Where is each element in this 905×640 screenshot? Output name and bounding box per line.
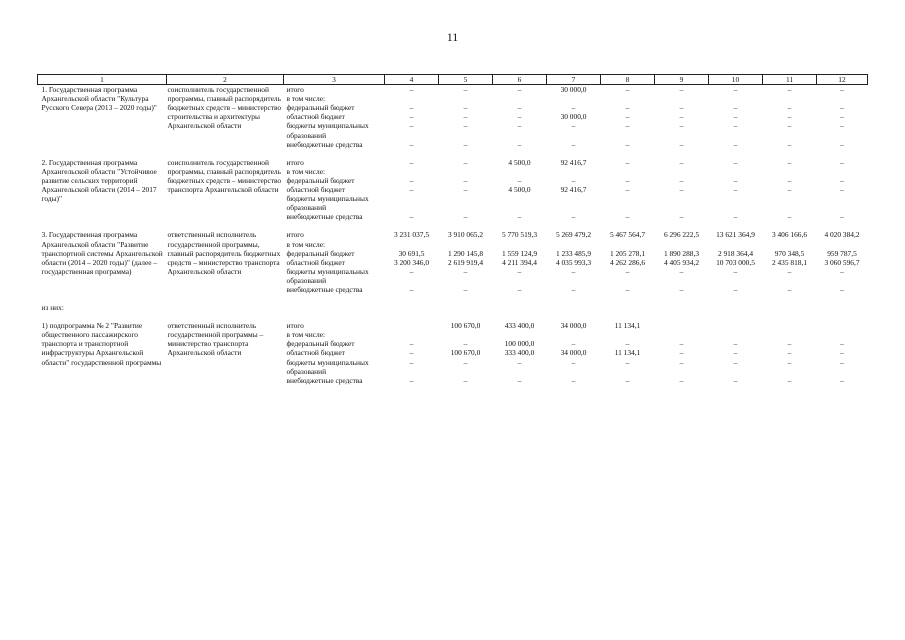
value-cell: – bbox=[679, 357, 684, 367]
value-cell: – bbox=[625, 266, 630, 276]
value-cell bbox=[439, 94, 493, 103]
value-cell: – bbox=[840, 121, 844, 131]
value-cell: – bbox=[409, 185, 414, 195]
row-label: федеральный бюджет bbox=[286, 175, 355, 185]
value-cell: – bbox=[517, 375, 522, 385]
row-label: внебюджетные средства bbox=[286, 139, 363, 149]
value-cell: 3 200 346,0 bbox=[393, 257, 430, 267]
value-cell: – bbox=[463, 121, 468, 131]
row-label: областной бюджет bbox=[286, 257, 345, 267]
value-cell: – bbox=[787, 348, 792, 358]
value-cell: – bbox=[409, 284, 414, 294]
value-cell: – bbox=[840, 375, 844, 385]
value-cell: 1 559 124,9 bbox=[501, 248, 538, 258]
table-row bbox=[38, 321, 868, 330]
value-cell: – bbox=[625, 185, 630, 195]
row-label: бюджеты муниципальных образований bbox=[286, 194, 369, 213]
value-cell: 100 000,0 bbox=[504, 339, 535, 349]
table-row bbox=[38, 85, 868, 95]
value-cell bbox=[763, 321, 817, 330]
block-1-executor: соисполнитель государственной программы, главный распорядитель бюджетных средств – министерство строительства и архитектуры Архангельской области bbox=[167, 85, 282, 131]
value-cell bbox=[655, 94, 709, 103]
value-cell: – bbox=[733, 348, 738, 358]
value-cell: – bbox=[733, 375, 738, 385]
value-cell bbox=[385, 240, 439, 249]
value-cell: 5 770 519,3 bbox=[501, 230, 538, 240]
value-cell: – bbox=[733, 103, 738, 113]
value-cell: – bbox=[625, 157, 630, 167]
value-cell: – bbox=[409, 103, 414, 113]
value-cell bbox=[655, 321, 709, 330]
value-cell: 4 405 934,2 bbox=[663, 257, 700, 267]
value-cell: – bbox=[733, 121, 738, 131]
value-cell: – bbox=[679, 284, 684, 294]
row-label: в том числе: bbox=[286, 94, 326, 104]
value-cell bbox=[709, 321, 763, 330]
value-cell: – bbox=[787, 185, 792, 195]
value-cell: 11 134,1 bbox=[614, 348, 641, 358]
value-cell: – bbox=[571, 175, 576, 185]
value-cell: – bbox=[787, 112, 792, 122]
row-label: в том числе: bbox=[286, 239, 326, 249]
value-cell: – bbox=[787, 85, 792, 95]
value-cell: – bbox=[733, 266, 738, 276]
value-cell bbox=[547, 194, 601, 212]
value-cell: – bbox=[571, 339, 576, 349]
value-cell bbox=[439, 167, 493, 176]
value-cell bbox=[709, 194, 763, 212]
column-number-11: 11 bbox=[763, 75, 817, 85]
value-cell: 30 000,0 bbox=[560, 85, 587, 95]
value-cell: – bbox=[840, 357, 844, 367]
table-row bbox=[38, 158, 868, 167]
row-label: федеральный бюджет bbox=[286, 103, 355, 113]
value-cell: 30 000,0 bbox=[560, 112, 587, 122]
value-cell: – bbox=[463, 185, 468, 195]
value-cell: – bbox=[625, 357, 630, 367]
value-cell: – bbox=[571, 212, 576, 222]
value-cell: – bbox=[787, 284, 792, 294]
row-label: итого bbox=[286, 230, 304, 240]
value-cell: – bbox=[409, 112, 414, 122]
value-cell bbox=[763, 240, 817, 249]
value-cell: 3 910 065,2 bbox=[447, 230, 484, 240]
value-cell: – bbox=[679, 375, 684, 385]
value-cell: – bbox=[571, 139, 576, 149]
value-cell bbox=[655, 330, 709, 339]
value-cell bbox=[385, 330, 439, 339]
value-cell: 970 348,5 bbox=[774, 248, 805, 258]
value-cell: 333 400,0 bbox=[504, 348, 535, 358]
value-cell: – bbox=[463, 212, 468, 222]
value-cell: 3 231 037,5 bbox=[393, 230, 430, 240]
value-cell: – bbox=[625, 112, 630, 122]
value-cell bbox=[763, 330, 817, 339]
column-number-6: 6 bbox=[493, 75, 547, 85]
value-cell: – bbox=[733, 85, 738, 95]
page-number: 11 bbox=[446, 30, 459, 44]
value-cell: – bbox=[571, 266, 576, 276]
row-label: итого bbox=[286, 321, 304, 331]
value-cell: – bbox=[733, 212, 738, 222]
value-cell: – bbox=[463, 157, 468, 167]
value-cell: – bbox=[625, 212, 630, 222]
value-cell: 11 134,1 bbox=[614, 321, 641, 331]
value-cell: – bbox=[409, 348, 414, 358]
value-cell: – bbox=[787, 157, 792, 167]
value-cell bbox=[601, 330, 655, 339]
value-cell: 34 000,0 bbox=[560, 321, 587, 331]
column-number-5: 5 bbox=[439, 75, 493, 85]
value-cell: – bbox=[787, 175, 792, 185]
value-cell: 6 296 222,5 bbox=[663, 230, 700, 240]
value-cell: – bbox=[679, 212, 684, 222]
value-cell: – bbox=[463, 284, 468, 294]
value-cell: – bbox=[733, 112, 738, 122]
row-label: федеральный бюджет bbox=[286, 248, 355, 258]
row-label: федеральный бюджет bbox=[286, 339, 355, 349]
value-cell bbox=[385, 94, 439, 103]
value-cell: – bbox=[733, 157, 738, 167]
value-cell: 4 500,0 bbox=[508, 185, 531, 195]
value-cell: – bbox=[463, 357, 468, 367]
row-label: внебюджетные средства bbox=[286, 284, 363, 294]
row-label: областной бюджет bbox=[286, 112, 345, 122]
value-cell: – bbox=[463, 139, 468, 149]
value-cell: 2 619 919,4 bbox=[447, 257, 484, 267]
value-cell: 4 262 286,6 bbox=[609, 257, 646, 267]
value-cell: 1 205 278,1 bbox=[609, 248, 646, 258]
value-cell bbox=[493, 240, 547, 249]
value-cell: – bbox=[463, 266, 468, 276]
value-cell bbox=[763, 194, 817, 212]
column-number-3: 3 bbox=[284, 75, 385, 85]
value-cell: 959 787,5 bbox=[827, 248, 857, 258]
value-cell: – bbox=[517, 357, 522, 367]
value-cell: – bbox=[463, 339, 468, 349]
table-row bbox=[38, 230, 868, 239]
value-cell bbox=[817, 330, 868, 339]
value-cell: – bbox=[625, 284, 630, 294]
value-cell bbox=[655, 240, 709, 249]
block-2-executor: соисполнитель государственной программы, главный распорядитель бюджетных средств – министерство транспорта Архангельской области bbox=[167, 157, 282, 195]
value-cell: – bbox=[679, 185, 684, 195]
row-label: внебюджетные средства bbox=[286, 212, 363, 222]
column-number-2: 2 bbox=[167, 75, 284, 85]
value-cell: – bbox=[463, 85, 468, 95]
value-cell bbox=[817, 240, 868, 249]
value-cell bbox=[817, 194, 868, 212]
column-number-12: 12 bbox=[817, 75, 868, 85]
value-cell: – bbox=[679, 175, 684, 185]
value-cell: – bbox=[840, 175, 844, 185]
value-cell bbox=[655, 194, 709, 212]
value-cell: – bbox=[787, 212, 792, 222]
value-cell: – bbox=[787, 139, 792, 149]
value-cell: – bbox=[679, 121, 684, 131]
value-cell: – bbox=[571, 375, 576, 385]
block-3-program-name: 3. Государственная программа Архангельской области "Развитие транспортной системы Архангельской области (2014 – 2020 годы)" (далее – государственная программа) bbox=[41, 230, 163, 276]
value-cell: – bbox=[733, 139, 738, 149]
value-cell: – bbox=[625, 85, 630, 95]
value-cell: – bbox=[625, 375, 630, 385]
value-cell: – bbox=[679, 112, 684, 122]
value-cell: – bbox=[409, 375, 414, 385]
value-cell: 100 670,0 bbox=[450, 321, 481, 331]
value-cell bbox=[385, 194, 439, 212]
column-number-1: 1 bbox=[38, 75, 167, 85]
value-cell: 4 211 394,4 bbox=[502, 257, 537, 267]
budget-table bbox=[37, 74, 868, 385]
value-cell: – bbox=[517, 103, 522, 113]
value-cell: – bbox=[463, 112, 468, 122]
row-label: бюджеты муниципальных образований bbox=[286, 266, 369, 285]
value-cell: – bbox=[517, 266, 522, 276]
row-label: областной бюджет bbox=[286, 348, 345, 358]
value-cell: – bbox=[679, 339, 684, 349]
value-cell: – bbox=[679, 157, 684, 167]
value-cell bbox=[547, 330, 601, 339]
value-cell: – bbox=[840, 284, 844, 294]
value-cell: 2 435 818,1 bbox=[771, 257, 808, 267]
column-number-9: 9 bbox=[655, 75, 709, 85]
value-cell: – bbox=[840, 103, 844, 113]
value-cell: 34 000,0 bbox=[560, 348, 587, 358]
value-cell: – bbox=[625, 103, 630, 113]
value-cell bbox=[439, 194, 493, 212]
value-cell: – bbox=[787, 121, 792, 131]
value-cell bbox=[601, 94, 655, 103]
value-cell bbox=[709, 94, 763, 103]
value-cell: – bbox=[840, 185, 844, 195]
value-cell: 433 400,0 bbox=[504, 321, 535, 331]
row-label: итого bbox=[286, 157, 304, 167]
value-cell bbox=[439, 240, 493, 249]
value-cell bbox=[709, 167, 763, 176]
value-cell: – bbox=[733, 339, 738, 349]
value-cell: – bbox=[679, 348, 684, 358]
value-cell: – bbox=[840, 85, 844, 95]
value-cell: – bbox=[409, 357, 414, 367]
value-cell: – bbox=[571, 284, 576, 294]
value-cell: – bbox=[517, 139, 522, 149]
value-cell bbox=[817, 321, 868, 330]
value-cell: – bbox=[733, 357, 738, 367]
value-cell: – bbox=[409, 85, 414, 95]
value-cell bbox=[763, 94, 817, 103]
value-cell: – bbox=[840, 139, 844, 149]
value-cell: – bbox=[840, 212, 844, 222]
value-cell: 13 621 364,9 bbox=[716, 230, 755, 240]
row-label: внебюджетные средства bbox=[286, 375, 363, 385]
row-label: областной бюджет bbox=[286, 185, 345, 195]
value-cell bbox=[763, 167, 817, 176]
value-cell: – bbox=[409, 121, 414, 131]
value-cell: 5 467 564,7 bbox=[609, 230, 646, 240]
value-cell: – bbox=[733, 284, 738, 294]
value-cell: – bbox=[409, 139, 414, 149]
value-cell: 30 691,5 bbox=[398, 248, 425, 258]
value-cell: 92 416,7 bbox=[560, 185, 587, 195]
value-cell: – bbox=[625, 121, 630, 131]
value-cell: 100 670,0 bbox=[450, 348, 481, 358]
value-cell: – bbox=[409, 266, 414, 276]
column-number-row bbox=[38, 75, 868, 85]
value-cell: – bbox=[679, 266, 684, 276]
value-cell bbox=[601, 194, 655, 212]
of-which-label: из них: bbox=[41, 303, 64, 313]
value-cell: – bbox=[571, 103, 576, 113]
value-cell: 92 416,7 bbox=[560, 157, 587, 167]
value-cell: – bbox=[787, 266, 792, 276]
value-cell: – bbox=[409, 157, 414, 167]
block-2-program-name: 2. Государственная программа Архангельской области "Устойчивое развитие сельских территорий Архангельской области (2014 – 2017 годы)" bbox=[41, 157, 157, 204]
value-cell: – bbox=[733, 175, 738, 185]
value-cell: – bbox=[787, 357, 792, 367]
value-cell: – bbox=[463, 175, 468, 185]
value-cell: 1 233 485,9 bbox=[555, 248, 592, 258]
value-cell: – bbox=[409, 175, 414, 185]
value-cell: – bbox=[840, 266, 844, 276]
value-cell bbox=[493, 94, 547, 103]
value-cell: – bbox=[409, 339, 414, 349]
value-cell: – bbox=[463, 375, 468, 385]
value-cell bbox=[601, 240, 655, 249]
value-cell bbox=[385, 167, 439, 176]
column-number-4: 4 bbox=[385, 75, 439, 85]
value-cell: 1 890 288,3 bbox=[663, 248, 700, 258]
value-cell: – bbox=[840, 339, 844, 349]
value-cell: – bbox=[517, 212, 522, 222]
value-cell: – bbox=[517, 284, 522, 294]
column-number-8: 8 bbox=[601, 75, 655, 85]
value-cell: – bbox=[517, 121, 522, 131]
value-cell: – bbox=[625, 339, 630, 349]
value-cell: 10 703 000,5 bbox=[716, 257, 755, 267]
value-cell: – bbox=[787, 103, 792, 113]
value-cell: – bbox=[679, 139, 684, 149]
value-cell: – bbox=[517, 175, 522, 185]
value-cell bbox=[547, 167, 601, 176]
row-label: бюджеты муниципальных образований bbox=[286, 357, 369, 376]
value-cell: 3 060 596,7 bbox=[824, 257, 860, 267]
row-label: итого bbox=[286, 85, 304, 95]
value-cell bbox=[547, 240, 601, 249]
value-cell: – bbox=[517, 85, 522, 95]
value-cell: – bbox=[840, 112, 844, 122]
value-cell bbox=[493, 167, 547, 176]
value-cell: 5 269 479,2 bbox=[555, 230, 592, 240]
value-cell bbox=[493, 330, 547, 339]
block-3-executor: ответственный исполнитель государственной программы, главный распорядитель бюджетных средств – министерство транспорта Архангельской области bbox=[167, 230, 281, 276]
column-number-7: 7 bbox=[547, 75, 601, 85]
value-cell: – bbox=[679, 85, 684, 95]
row-label: бюджеты муниципальных образований bbox=[286, 121, 369, 140]
value-cell bbox=[547, 94, 601, 103]
subprogram-executor: ответственный исполнитель государственной программы – министерство транспорта Архангельской области bbox=[167, 321, 264, 358]
value-cell bbox=[817, 167, 868, 176]
column-number-10: 10 bbox=[709, 75, 763, 85]
value-cell: – bbox=[787, 339, 792, 349]
value-cell: – bbox=[787, 375, 792, 385]
value-cell: – bbox=[409, 212, 414, 222]
value-cell bbox=[439, 330, 493, 339]
row-label: в том числе: bbox=[286, 330, 326, 340]
value-cell: – bbox=[625, 175, 630, 185]
value-cell bbox=[817, 94, 868, 103]
value-cell: 2 918 364,4 bbox=[717, 248, 754, 258]
row-label: в том числе: bbox=[286, 166, 326, 176]
value-cell: 4 020 384,2 bbox=[824, 230, 860, 240]
value-cell bbox=[385, 321, 439, 330]
value-cell: 4 500,0 bbox=[508, 157, 531, 167]
value-cell bbox=[709, 330, 763, 339]
value-cell: – bbox=[463, 103, 468, 113]
value-cell: – bbox=[625, 139, 630, 149]
value-cell: 1 290 145,8 bbox=[447, 248, 484, 258]
subprogram-program-name: 1) подпрограмма № 2 "Развитие общественного пассажирского транспорта и транспортной инфраструктуры Архангельской области" государственной программы bbox=[41, 321, 162, 367]
value-cell: 4 035 993,3 bbox=[555, 257, 592, 267]
value-cell: – bbox=[840, 348, 844, 358]
value-cell: – bbox=[679, 103, 684, 113]
value-cell: – bbox=[733, 185, 738, 195]
value-cell: – bbox=[571, 357, 576, 367]
value-cell: 3 406 166,6 bbox=[771, 230, 808, 240]
block-1-program-name: 1. Государственная программа Архангельской области "Культура Русского Севера (2013 – 2020 годы)" bbox=[41, 85, 157, 113]
value-cell: – bbox=[517, 112, 522, 122]
value-cell bbox=[493, 194, 547, 212]
value-cell: – bbox=[571, 121, 576, 131]
value-cell bbox=[601, 167, 655, 176]
of-which-row bbox=[38, 303, 868, 312]
value-cell bbox=[709, 240, 763, 249]
value-cell: – bbox=[840, 157, 844, 167]
value-cell bbox=[655, 167, 709, 176]
